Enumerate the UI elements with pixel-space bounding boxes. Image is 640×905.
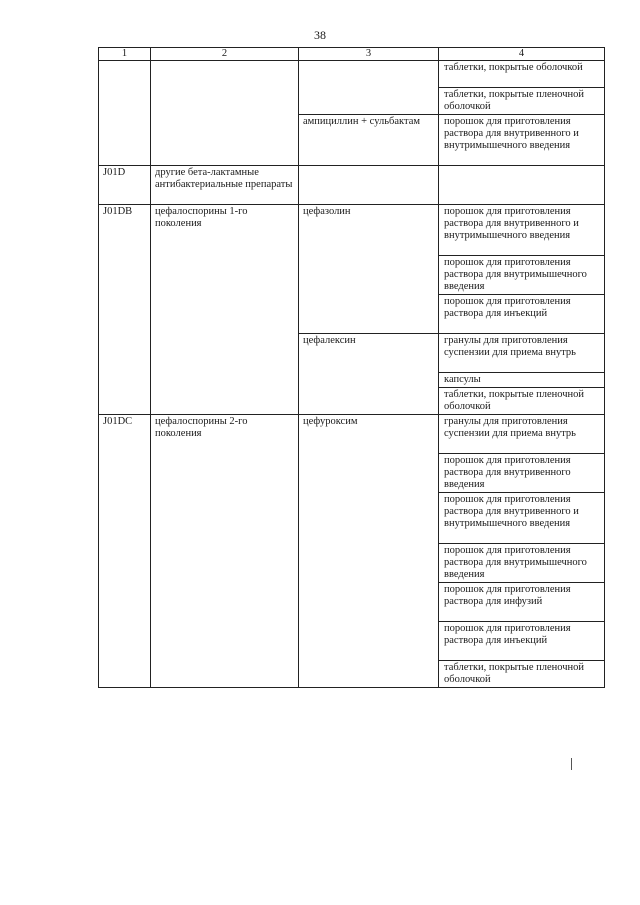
- dosage-form-cell: порошок для приготовления раствора для внутривенного введения: [439, 454, 605, 493]
- dosage-form-cell: гранулы для приготовления суспензии для приема внутрь: [439, 415, 605, 454]
- table-row: [99, 205, 605, 256]
- dosage-form-cell: таблетки, покрытые пленочной оболочкой: [439, 661, 605, 688]
- column-header-3: 3: [299, 48, 439, 61]
- dosage-form-cell: порошок для приготовления раствора для инфузий: [439, 583, 605, 622]
- dosage-form-cell: порошок для приготовления раствора для внутривенного и внутримышечного введения: [439, 493, 605, 544]
- dosage-form-cell: порошок для приготовления раствора для внутривенного и внутримышечного введения: [439, 205, 605, 256]
- dosage-form-cell: порошок для приготовления раствора для внутримышечного введения: [439, 544, 605, 583]
- dosage-form-cell: порошок для приготовления раствора для внутривенного и внутримышечного введения: [439, 115, 605, 166]
- drug-cell: [299, 166, 439, 205]
- column-header-2: 2: [151, 48, 299, 61]
- group-cell: цефалоспорины 1-го поколения: [151, 205, 299, 415]
- group-cell: [151, 61, 299, 166]
- drug-cell: цефалексин: [299, 334, 439, 415]
- drug-cell: ампициллин + сульбактам: [299, 115, 439, 166]
- column-header-4: 4: [439, 48, 605, 61]
- dosage-form-cell: порошок для приготовления раствора для внутримышечного введения: [439, 256, 605, 295]
- code-cell: [99, 61, 151, 166]
- dosage-form-cell: гранулы для приготовления суспензии для приема внутрь: [439, 334, 605, 373]
- drug-cell: цефуроксим: [299, 415, 439, 688]
- group-cell: цефалоспорины 2-го поколения: [151, 415, 299, 688]
- table-row: [99, 415, 605, 454]
- table-row: [99, 61, 605, 88]
- drug-cell: цефазолин: [299, 205, 439, 334]
- dosage-form-cell: порошок для приготовления раствора для инъекций: [439, 622, 605, 661]
- code-cell: J01D: [99, 166, 151, 205]
- column-header-1: 1: [99, 48, 151, 61]
- dosage-form-cell: капсулы: [439, 373, 605, 388]
- scan-artifact-mark: [571, 758, 572, 770]
- table-row: [99, 166, 605, 205]
- code-cell: J01DC: [99, 415, 151, 688]
- group-cell: другие бета-лактамные антибактериальные препараты: [151, 166, 299, 205]
- header-row: [99, 48, 605, 61]
- drug-cell: [299, 61, 439, 115]
- dosage-form-cell: таблетки, покрытые пленочной оболочкой: [439, 388, 605, 415]
- drug-list-table: [98, 47, 605, 688]
- page-number: 38: [314, 28, 326, 42]
- dosage-form-cell: порошок для приготовления раствора для инъекций: [439, 295, 605, 334]
- dosage-form-cell: [439, 166, 605, 205]
- code-cell: J01DB: [99, 205, 151, 415]
- dosage-form-cell: таблетки, покрытые пленочной оболочкой: [439, 88, 605, 115]
- dosage-form-cell: таблетки, покрытые оболочкой: [439, 61, 605, 88]
